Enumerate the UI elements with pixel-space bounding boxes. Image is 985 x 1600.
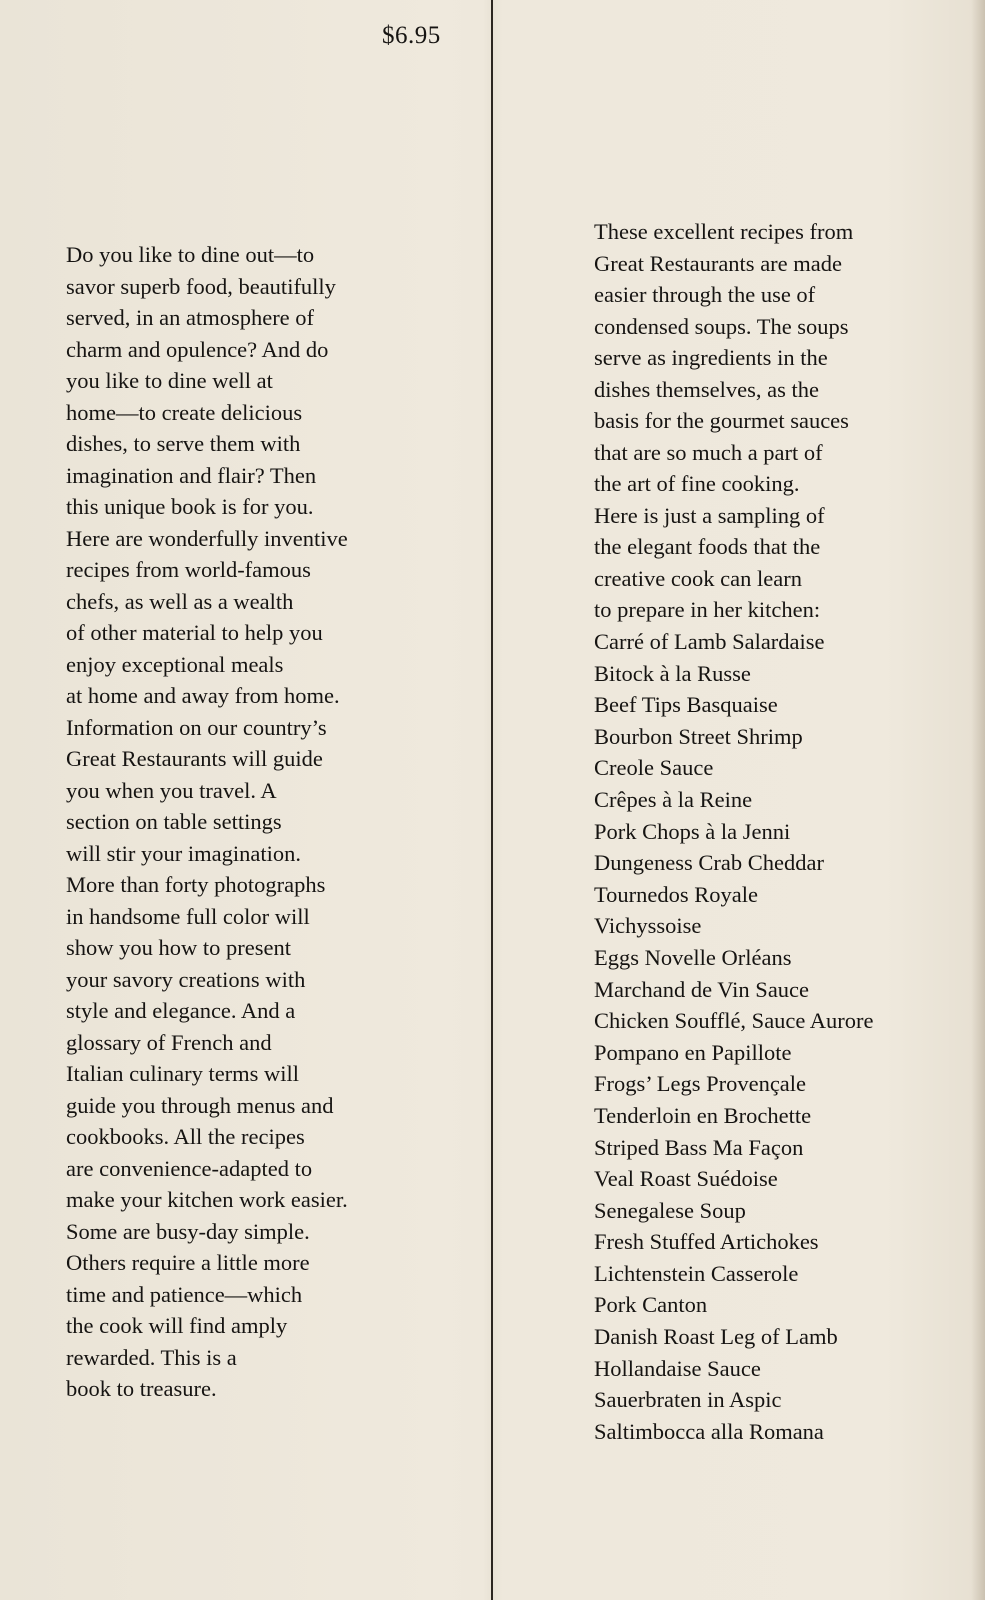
- text-line: Others require a little more: [66, 1250, 310, 1275]
- paper-edge-shadow: [971, 0, 985, 1600]
- text-line: enjoy exceptional meals: [66, 651, 284, 677]
- text-line: rewarded. This is a: [66, 1344, 237, 1370]
- text-line: in handsome full color will: [66, 903, 310, 929]
- recipe-item: Saltimbocca alla Romana: [594, 1418, 824, 1444]
- text-line: glossary of French and: [66, 1029, 272, 1055]
- text-line: section on table settings: [66, 809, 282, 834]
- text-line: Here are wonderfully inventive: [66, 525, 348, 551]
- front-flap-description: [66, 239, 348, 1405]
- text-line: make your kitchen work easier.: [66, 1187, 348, 1212]
- recipe-item: Striped Bass Ma Façon: [594, 1134, 804, 1160]
- recipe-item: Frogs’ Legs Provençale: [594, 1071, 807, 1097]
- text-line: you when you travel. A: [66, 777, 277, 803]
- text-line: basis for the gourmet sauces: [594, 408, 849, 433]
- text-line: condensed soups. The soups: [594, 313, 849, 339]
- recipe-item: Pork Canton: [594, 1292, 708, 1318]
- text-line: Information on our country’s: [66, 714, 327, 740]
- text-line: easier through the use of: [594, 282, 816, 307]
- recipe-item: Dungeness Crab Cheddar: [594, 850, 824, 876]
- recipe-list: [594, 626, 874, 1447]
- text-line: show you how to present: [66, 935, 291, 960]
- text-line: at home and away from home.: [66, 683, 340, 708]
- text-line: Great Restaurants are made: [594, 250, 843, 276]
- recipe-item: Crêpes à la Reine: [594, 786, 753, 812]
- text-line: recipes from world-famous: [66, 557, 311, 582]
- text-line: More than forty photographs: [66, 872, 326, 897]
- recipe-item: Eggs Novelle Orléans: [594, 944, 792, 970]
- recipe-item: Tenderloin en Brochette: [594, 1102, 812, 1128]
- text-line: charm and opulence? And do: [66, 336, 329, 362]
- recipe-item: Sauerbraten in Aspic: [594, 1387, 782, 1413]
- recipe-item: Senegalese Soup: [594, 1197, 746, 1223]
- text-line: time and patience—which: [66, 1281, 303, 1307]
- recipe-item: Pork Chops à la Jenni: [594, 818, 791, 844]
- text-line: Great Restaurants will guide: [66, 746, 323, 771]
- recipe-item: Lichtenstein Casserole: [594, 1260, 799, 1286]
- recipe-item: Bitock à la Russe: [594, 660, 751, 686]
- text-line: imagination and flair? Then: [66, 462, 317, 488]
- recipe-item: Tournedos Royale: [594, 881, 759, 907]
- text-line: Do you like to dine out—to: [66, 242, 315, 267]
- text-line: will stir your imagination.: [66, 840, 301, 866]
- text-line: of other material to help you: [66, 620, 323, 645]
- text-line: savor superb food, beautifully: [66, 273, 336, 299]
- text-line: chefs, as well as a wealth: [66, 588, 294, 614]
- text-line: style and elegance. And a: [66, 998, 296, 1023]
- text-line: served, in an atmosphere of: [66, 305, 315, 330]
- text-line: are convenience-adapted to: [66, 1155, 313, 1181]
- text-line: dishes themselves, as the: [594, 376, 819, 402]
- text-line: the elegant foods that the: [594, 534, 821, 559]
- recipe-item: Pompano en Papillote: [594, 1039, 792, 1065]
- recipe-item: Danish Roast Leg of Lamb: [594, 1324, 838, 1350]
- text-line: that are so much a part of: [594, 439, 823, 465]
- text-line: you like to dine well at: [66, 368, 273, 393]
- text-line: serve as ingredients in the: [594, 345, 828, 370]
- text-line: book to treasure.: [66, 1376, 217, 1401]
- text-line: the art of fine cooking.: [594, 471, 800, 496]
- text-line: These excellent recipes from: [594, 219, 854, 244]
- text-line: guide you through menus and: [66, 1092, 334, 1118]
- text-line: to prepare in her kitchen:: [594, 597, 821, 622]
- recipe-item: Carré of Lamb Salardaise: [594, 629, 825, 654]
- recipe-item: Beef Tips Basquaise: [594, 692, 778, 718]
- back-flap-intro: [594, 216, 853, 626]
- text-line: home—to create delicious: [66, 399, 303, 425]
- recipe-item: Vichyssoise: [594, 913, 702, 939]
- text-line: dishes, to serve them with: [66, 431, 301, 456]
- recipe-item: Fresh Stuffed Artichokes: [594, 1229, 819, 1255]
- text-line: creative cook can learn: [594, 565, 802, 591]
- recipe-item: Chicken Soufflé, Sauce Aurore: [594, 1008, 874, 1034]
- recipe-item: Hollandaise Sauce: [594, 1355, 761, 1381]
- text-line: Italian culinary terms will: [66, 1061, 300, 1086]
- recipe-item: Veal Roast Suédoise: [594, 1166, 778, 1192]
- text-line: Some are busy-day simple.: [66, 1218, 310, 1244]
- recipe-item: Creole Sauce: [594, 755, 714, 781]
- text-line: the cook will find amply: [66, 1313, 288, 1338]
- text-line: your savory creations with: [66, 966, 306, 992]
- flap-fold-line: [491, 0, 493, 1600]
- text-line: cookbooks. All the recipes: [66, 1124, 305, 1149]
- recipe-item: Marchand de Vin Sauce: [594, 976, 810, 1002]
- text-line: this unique book is for you.: [66, 494, 314, 519]
- price-label: $6.95: [382, 22, 441, 49]
- text-line: Here is just a sampling of: [594, 502, 825, 528]
- recipe-item: Bourbon Street Shrimp: [594, 723, 803, 749]
